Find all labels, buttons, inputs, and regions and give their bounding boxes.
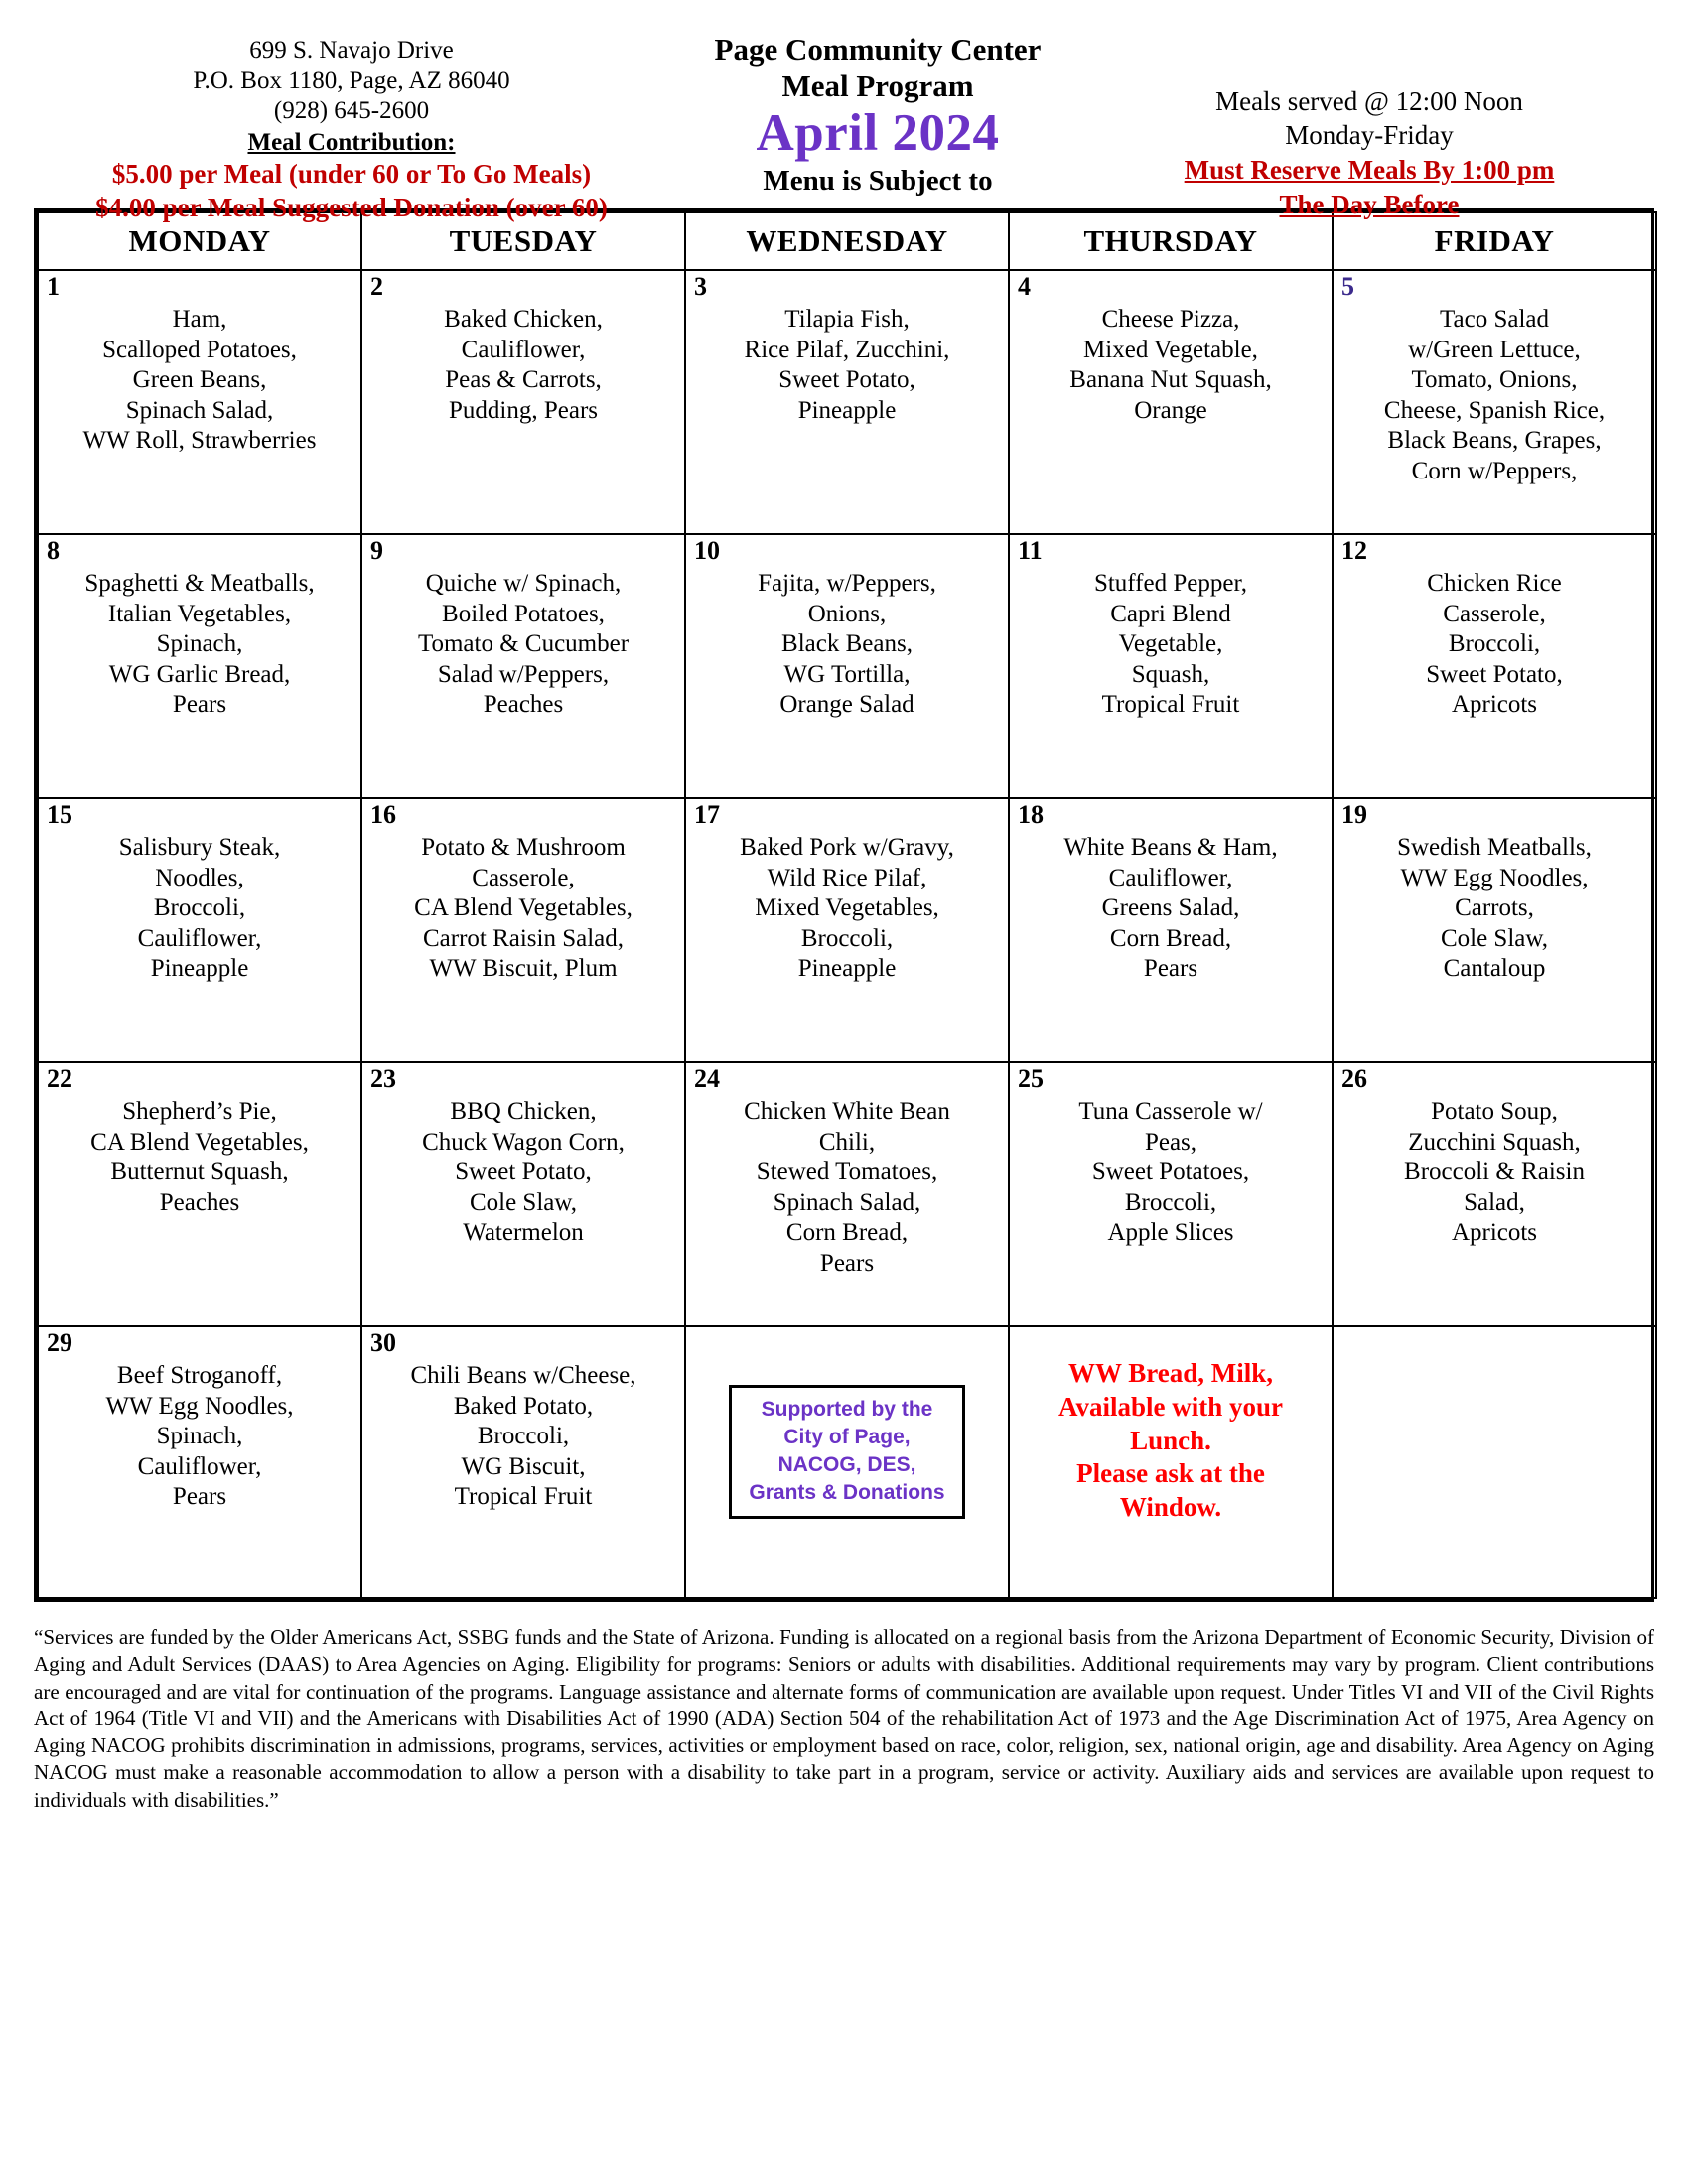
menu-item-line: Baked Chicken, — [444, 306, 603, 333]
menu-item-line: Chicken Rice — [1427, 570, 1562, 597]
bread-milk-notice-line: Please ask at the — [1076, 1458, 1265, 1489]
meals-served-time: Meals served @ 12:00 Noon — [1215, 86, 1523, 116]
day-number: 26 — [1341, 1064, 1367, 1093]
menu-item-line: Pears — [1143, 955, 1198, 982]
menu-item-line: Cauliflower, — [461, 336, 586, 363]
menu-item-line: Quiche w/ Spinach, — [425, 570, 622, 597]
menu-item-line: Pears — [172, 691, 227, 718]
menu-item-line: Sweet Potato, — [455, 1159, 592, 1185]
menu-item-line: White Beans & Ham, — [1063, 834, 1278, 861]
menu-item-line: Stewed Tomatoes, — [756, 1159, 938, 1185]
menu-item-line: Apple Slices — [1107, 1219, 1234, 1246]
day-menu — [1010, 1063, 1332, 1249]
supported-by-line: City of Page, — [783, 1425, 911, 1448]
supported-by-line: Supported by the — [761, 1398, 933, 1421]
menu-item-line: Chuck Wagon Corn, — [422, 1128, 625, 1156]
calendar-week-row — [38, 534, 1656, 798]
menu-item-line: Butternut Squash, — [110, 1159, 289, 1185]
menu-item-line: w/Green Lettuce, — [1408, 336, 1581, 363]
org-title-line-1: Page Community Center — [714, 32, 1042, 67]
menu-item-line: WG Tortilla, — [783, 660, 911, 688]
menu-item-line: Cheese Pizza, — [1101, 306, 1240, 333]
address-line-1: 699 S. Navajo Drive — [249, 37, 454, 64]
menu-item-line: Pudding, Pears — [449, 396, 598, 424]
menu-item-line: Cauliflower, — [137, 924, 262, 952]
menu-item-line: Shepherd’s Pie, — [122, 1098, 277, 1125]
day-number: 18 — [1018, 800, 1044, 829]
address-line-2: P.O. Box 1180, Page, AZ 86040 — [193, 67, 510, 94]
menu-item-line: Carrots, — [1455, 894, 1534, 921]
day-number: 11 — [1018, 536, 1043, 565]
menu-item-line: WW Biscuit, Plum — [429, 955, 618, 982]
calendar-day-cell — [1009, 1062, 1333, 1326]
menu-item-line: Corn Bread, — [785, 1219, 909, 1246]
menu-item-line: Fajita, w/Peppers, — [758, 570, 936, 597]
menu-item-line: Rice Pilaf, Zucchini, — [744, 336, 950, 363]
menu-item-line: Tilapia Fish, — [784, 306, 910, 333]
menu-item-line: Spinach, — [156, 630, 243, 657]
day-menu — [1010, 535, 1332, 721]
menu-item-line: Spinach, — [156, 1423, 243, 1449]
calendar-day-cell — [1009, 798, 1333, 1062]
menu-item-line: Casserole, — [1443, 600, 1546, 627]
day-menu — [1334, 271, 1655, 486]
menu-item-line: Italian Vegetables, — [107, 600, 292, 627]
menu-item-line: Black Beans, Grapes, — [1387, 427, 1602, 454]
calendar-body — [38, 270, 1656, 1598]
meal-contribution-under60: $5.00 per Meal (under 60 or To Go Meals) — [111, 159, 592, 189]
menu-item-line: Corn w/Peppers, — [1411, 457, 1578, 484]
menu-item-line: Cantaloup — [1443, 955, 1546, 982]
calendar-day-cell — [1333, 270, 1656, 534]
menu-item-line: Broccoli, — [477, 1423, 570, 1449]
funding-disclaimer-text: “Services are funded by the Older Americans Act, SSBG funds and the State of Arizona. Funding is allocated on a regional basis from the Arizona Department of Economic Security, Division of Aging and Adult Services (DAAS) to Area Agencies on Aging. Eligibility for programs: Seniors or adults with disabilities. Additional requirements may vary by program. Client contributions are encouraged and are vital for continuation of the programs. Language assistance and alternate forms of communication are available upon request. Under Titles VI and VII of the Civil Rights Act of 1964 (Title VI and VII) and the Americans with Disabilities Act of 1990 (ADA) Section 504 of the rehabilitation Act of 1973 and the Age Discrimination Act of 1975, Area Agency on Aging NACOG prohibits discrimination in admissions, programs, services, activities or employment based on race, color, religion, sex, national origin, age and disability. Area Agency on Aging NACOG must make a reasonable accommodation to allow a person with a disability to take part in a program, service or activity. Auxiliary aids and services are available upon request to individuals with disabilities.” — [34, 1625, 1654, 1812]
menu-item-line: Baked Pork w/Gravy, — [740, 834, 954, 861]
calendar-day-cell — [1333, 1062, 1656, 1326]
day-menu — [1334, 1063, 1655, 1249]
day-number: 8 — [47, 536, 60, 565]
weekday-header-tuesday: TUESDAY — [361, 212, 685, 270]
menu-item-line: Mixed Vegetable, — [1083, 336, 1258, 363]
menu-item-line: WG Biscuit, — [461, 1452, 586, 1480]
menu-item-line: Cole Slaw, — [1440, 924, 1549, 952]
menu-item-line: Beef Stroganoff, — [116, 1362, 283, 1389]
menu-item-line: Peas, — [1144, 1128, 1197, 1156]
menu-item-line: Spaghetti & Meatballs, — [84, 570, 315, 597]
menu-item-line: Peaches — [159, 1188, 240, 1216]
menu-item-line: Vegetable, — [1118, 630, 1223, 657]
meals-served-days: Monday-Friday — [1285, 119, 1454, 150]
weekday-header-monday: MONDAY — [38, 212, 361, 270]
header-contact-block — [34, 26, 669, 225]
menu-item-line: Cauliflower, — [137, 1452, 262, 1480]
bread-milk-notice — [1010, 1327, 1332, 1525]
day-number: 5 — [1341, 272, 1354, 301]
menu-item-line: Salisbury Steak, — [118, 834, 281, 861]
day-menu — [362, 799, 684, 985]
menu-item-line: Black Beans, — [781, 630, 913, 657]
day-menu — [1334, 799, 1655, 985]
day-menu — [39, 799, 360, 985]
bread-milk-notice-line: Available with your — [1057, 1391, 1283, 1422]
menu-item-line: Green Beans, — [132, 366, 267, 393]
calendar-day-cell — [1333, 534, 1656, 798]
menu-item-line: Sweet Potato, — [778, 366, 915, 393]
menu-item-line: Wild Rice Pilaf, — [767, 864, 927, 891]
funding-disclaimer — [34, 1624, 1654, 1814]
menu-item-line: Apricots — [1451, 1219, 1538, 1246]
menu-item-line: Cauliflower, — [1108, 864, 1233, 891]
day-menu — [39, 271, 360, 457]
menu-item-line: Taco Salad — [1439, 306, 1549, 333]
day-number: 2 — [370, 272, 383, 301]
menu-item-line: BBQ Chicken, — [450, 1098, 597, 1125]
calendar-table — [37, 211, 1657, 1599]
menu-item-line: Noodles, — [155, 864, 244, 891]
menu-item-line: Onions, — [807, 600, 887, 627]
menu-item-line: Cole Slaw, — [469, 1188, 578, 1216]
menu-item-line: Broccoli, — [1124, 1188, 1217, 1216]
day-number: 25 — [1018, 1064, 1044, 1093]
calendar-day-cell — [685, 270, 1009, 534]
day-menu — [1334, 535, 1655, 721]
menu-item-line: Carrot Raisin Salad, — [422, 924, 625, 952]
menu-item-line: Peaches — [483, 691, 564, 718]
calendar-day-cell — [685, 1062, 1009, 1326]
calendar-day-cell — [685, 534, 1009, 798]
menu-item-line: Salad w/Peppers, — [437, 660, 610, 688]
calendar-day-cell — [38, 270, 361, 534]
menu-item-line: Chicken White Bean — [744, 1098, 950, 1125]
day-number: 19 — [1341, 800, 1367, 829]
month-year-title: April 2024 — [756, 104, 1000, 163]
menu-item-line: Greens Salad, — [1101, 894, 1240, 921]
phone-number: (928) 645-2600 — [273, 97, 430, 124]
menu-item-line: Tuna Casserole w/ — [1078, 1098, 1263, 1125]
menu-item-line: Pears — [172, 1483, 227, 1510]
calendar-day-cell — [38, 534, 361, 798]
day-number: 16 — [370, 800, 396, 829]
menu-item-line: CA Blend Vegetables, — [90, 1128, 309, 1156]
calendar-day-cell — [1009, 270, 1333, 534]
menu-item-line: Pineapple — [150, 955, 249, 982]
day-number: 4 — [1018, 272, 1031, 301]
calendar-empty-cell — [1009, 1326, 1333, 1598]
bread-milk-notice-line: WW Bread, Milk, — [1067, 1358, 1274, 1388]
day-menu — [686, 1063, 1008, 1279]
menu-item-line: Tropical Fruit — [454, 1483, 593, 1510]
menu-item-line: Ham, — [172, 306, 227, 333]
day-number: 3 — [694, 272, 707, 301]
menu-item-line: WW Roll, Strawberries — [82, 427, 317, 454]
bread-milk-notice-line: Window. — [1119, 1492, 1222, 1522]
calendar-day-cell — [361, 1326, 685, 1598]
page-header — [0, 0, 1688, 222]
weekday-header-friday: FRIDAY — [1333, 212, 1656, 270]
day-menu — [362, 535, 684, 721]
menu-item-line: Pineapple — [797, 396, 897, 424]
day-number: 15 — [47, 800, 72, 829]
day-number: 10 — [694, 536, 720, 565]
day-menu — [1010, 271, 1332, 426]
day-menu — [1010, 799, 1332, 985]
day-menu — [686, 271, 1008, 426]
day-menu — [686, 535, 1008, 721]
menu-item-line: Stuffed Pepper, — [1093, 570, 1248, 597]
reservation-notice-line-1: Must Reserve Meals By 1:00 pm — [1184, 154, 1555, 185]
menu-item-line: Tomato, Onions, — [1411, 366, 1578, 393]
menu-item-line: Watermelon — [463, 1219, 584, 1246]
calendar-day-cell — [1009, 534, 1333, 798]
supported-by-line: Grants & Donations — [749, 1480, 945, 1504]
menu-item-line: CA Blend Vegetables, — [414, 894, 633, 921]
menu-item-line: Squash, — [1131, 660, 1210, 688]
menu-item-line: Salad, — [1464, 1188, 1525, 1216]
calendar-day-cell — [38, 798, 361, 1062]
menu-item-line: Orange Salad — [779, 691, 914, 718]
menu-item-line: Chili, — [818, 1128, 876, 1156]
day-menu — [39, 1063, 360, 1218]
menu-item-line: Spinach Salad, — [125, 396, 274, 424]
menu-item-line: Orange — [1134, 396, 1207, 424]
menu-item-line: Broccoli, — [800, 924, 894, 952]
calendar-week-row — [38, 270, 1656, 534]
day-number: 1 — [47, 272, 60, 301]
menu-item-line: Scalloped Potatoes, — [102, 336, 297, 363]
reservation-notice-line-2: The Day Before — [1279, 189, 1460, 219]
day-menu — [39, 1327, 360, 1513]
meal-contribution-over60: $4.00 per Meal Suggested Donation (over 60) — [95, 192, 608, 222]
calendar-week-row — [38, 798, 1656, 1062]
menu-item-line: Spinach Salad, — [773, 1188, 921, 1216]
menu-item-line: Pineapple — [797, 955, 897, 982]
day-menu — [39, 535, 360, 721]
menu-item-line: Sweet Potato, — [1426, 660, 1563, 688]
calendar-week-row — [38, 1326, 1656, 1598]
menu-item-line: Pears — [819, 1249, 875, 1277]
supported-by-line: NACOG, DES, — [777, 1452, 916, 1476]
calendar-day-cell — [38, 1326, 361, 1598]
day-menu — [362, 1327, 684, 1513]
weekday-header-thursday: THURSDAY — [1009, 212, 1333, 270]
calendar-empty-cell — [685, 1326, 1009, 1598]
day-number: 29 — [47, 1328, 72, 1357]
menu-item-line: Cheese, Spanish Rice, — [1383, 396, 1606, 424]
calendar-day-cell — [361, 534, 685, 798]
menu-item-line: WG Garlic Bread, — [108, 660, 291, 688]
menu-item-line: Boiled Potatoes, — [442, 600, 605, 627]
calendar-day-cell — [361, 270, 685, 534]
day-number: 22 — [47, 1064, 72, 1093]
header-service-info-block — [1086, 26, 1652, 222]
calendar-day-cell — [1333, 798, 1656, 1062]
menu-item-line: Broccoli & Raisin — [1404, 1159, 1585, 1185]
calendar-day-cell — [38, 1062, 361, 1326]
menu-item-line: Mixed Vegetables, — [755, 894, 939, 921]
menu-item-line: Apricots — [1451, 691, 1538, 718]
menu-item-line: Zucchini Squash, — [1408, 1128, 1581, 1156]
day-number: 17 — [694, 800, 720, 829]
menu-item-line: Casserole, — [472, 864, 575, 891]
bread-milk-notice-line: Lunch. — [1130, 1425, 1211, 1455]
header-title-block — [669, 26, 1086, 198]
menu-subject-note: Menu is Subject to — [763, 164, 993, 197]
menu-item-line: Peas & Carrots, — [445, 366, 602, 393]
calendar-day-cell — [361, 1062, 685, 1326]
day-menu — [362, 1063, 684, 1249]
day-number: 12 — [1341, 536, 1367, 565]
day-number: 9 — [370, 536, 383, 565]
menu-item-line: Capri Blend — [1110, 600, 1231, 627]
day-menu — [686, 799, 1008, 985]
menu-item-line: WW Egg Noodles, — [1400, 864, 1589, 891]
supported-by-box — [729, 1385, 965, 1519]
calendar-empty-cell — [1333, 1326, 1656, 1598]
menu-item-line: Swedish Meatballs, — [1397, 834, 1592, 861]
calendar-day-cell — [361, 798, 685, 1062]
menu-item-line: Potato Soup, — [1431, 1098, 1558, 1125]
menu-item-line: Potato & Mushroom — [421, 834, 626, 861]
weekday-header-wednesday: WEDNESDAY — [685, 212, 1009, 270]
menu-item-line: WW Egg Noodles, — [105, 1392, 294, 1420]
menu-item-line: Sweet Potatoes, — [1091, 1159, 1250, 1185]
day-menu — [362, 271, 684, 426]
calendar-container — [34, 208, 1654, 1602]
meal-contribution-label: Meal Contribution: — [247, 128, 456, 156]
day-number: 23 — [370, 1064, 396, 1093]
menu-item-line: Corn Bread, — [1109, 924, 1232, 952]
day-number: 24 — [694, 1064, 720, 1093]
menu-item-line: Baked Potato, — [453, 1392, 594, 1420]
calendar-week-row — [38, 1062, 1656, 1326]
menu-item-line: Banana Nut Squash, — [1069, 366, 1272, 393]
calendar-day-cell — [685, 798, 1009, 1062]
org-title-line-2: Meal Program — [781, 68, 974, 103]
menu-item-line: Tomato & Cucumber — [417, 630, 630, 657]
menu-item-line: Chili Beans w/Cheese, — [410, 1362, 636, 1389]
menu-item-line: Broccoli, — [153, 894, 246, 921]
menu-item-line: Broccoli, — [1448, 630, 1541, 657]
menu-item-line: Tropical Fruit — [1101, 691, 1240, 718]
day-number: 30 — [370, 1328, 396, 1357]
